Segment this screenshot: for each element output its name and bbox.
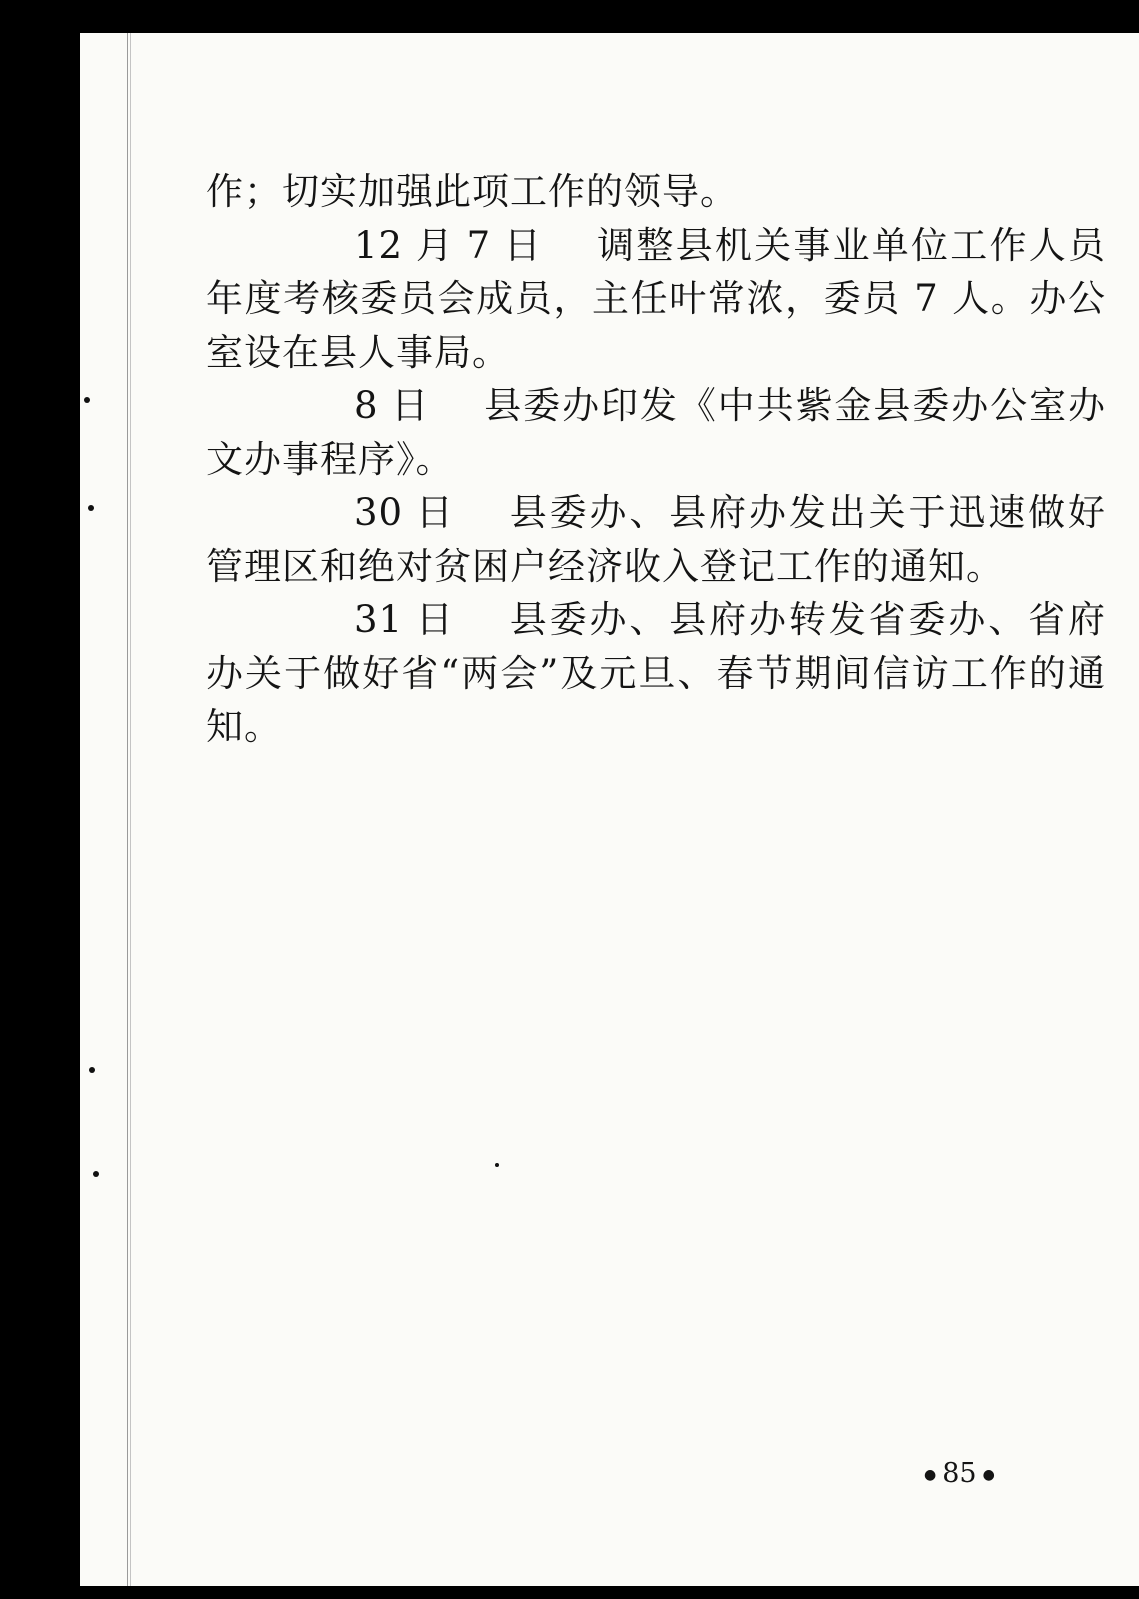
page-number bbox=[918, 1458, 1001, 1489]
chronicle-entry bbox=[206, 593, 1106, 754]
entry-date: 31 日 bbox=[354, 598, 454, 641]
entry-date: 30 日 bbox=[354, 491, 454, 534]
chronicle-entry bbox=[206, 379, 1106, 486]
entry-date: 8 日 bbox=[354, 384, 430, 427]
entry-text: 县委办、县府办发出关于迅速做好管理区和绝对贫困户经济收入登记工作的通知。 bbox=[206, 491, 1106, 588]
scan-speck bbox=[93, 1171, 99, 1177]
binding-line-secondary bbox=[130, 33, 131, 1586]
scan-speck bbox=[495, 1163, 499, 1167]
entry-text: 县委办印发《中共紫金县委办公室办文办事程序》。 bbox=[206, 384, 1106, 481]
chronicle-text bbox=[206, 165, 1106, 754]
bullet-dot-icon: ● bbox=[982, 1466, 995, 1483]
scan-speck bbox=[89, 1067, 95, 1073]
entry-text: 调整县机关事业单位工作人员年度考核委员会成员，主任叶常浓，委员 7 人。办公室设在县人事局。 bbox=[206, 223, 1106, 374]
scan-speck bbox=[88, 505, 94, 511]
binding-line bbox=[127, 33, 128, 1586]
entry-text: 县委办、县府办转发省委办、省府办关于做好省“两会”及元旦、春节期间信访工作的通知。 bbox=[206, 598, 1106, 748]
chronicle-entry bbox=[206, 219, 1106, 380]
bullet-dot-icon: ● bbox=[924, 1466, 937, 1483]
scanned-page bbox=[80, 33, 1139, 1586]
scan-speck bbox=[84, 397, 90, 403]
scan-bottom-edge bbox=[80, 1586, 1139, 1599]
chronicle-entry-continuation bbox=[206, 165, 1106, 219]
entry-text: 作；切实加强此项工作的领导。 bbox=[206, 170, 738, 213]
chronicle-entry bbox=[206, 486, 1106, 593]
page-number-value: 85 bbox=[942, 1458, 977, 1489]
entry-date: 12 月 7 日 bbox=[354, 223, 542, 267]
